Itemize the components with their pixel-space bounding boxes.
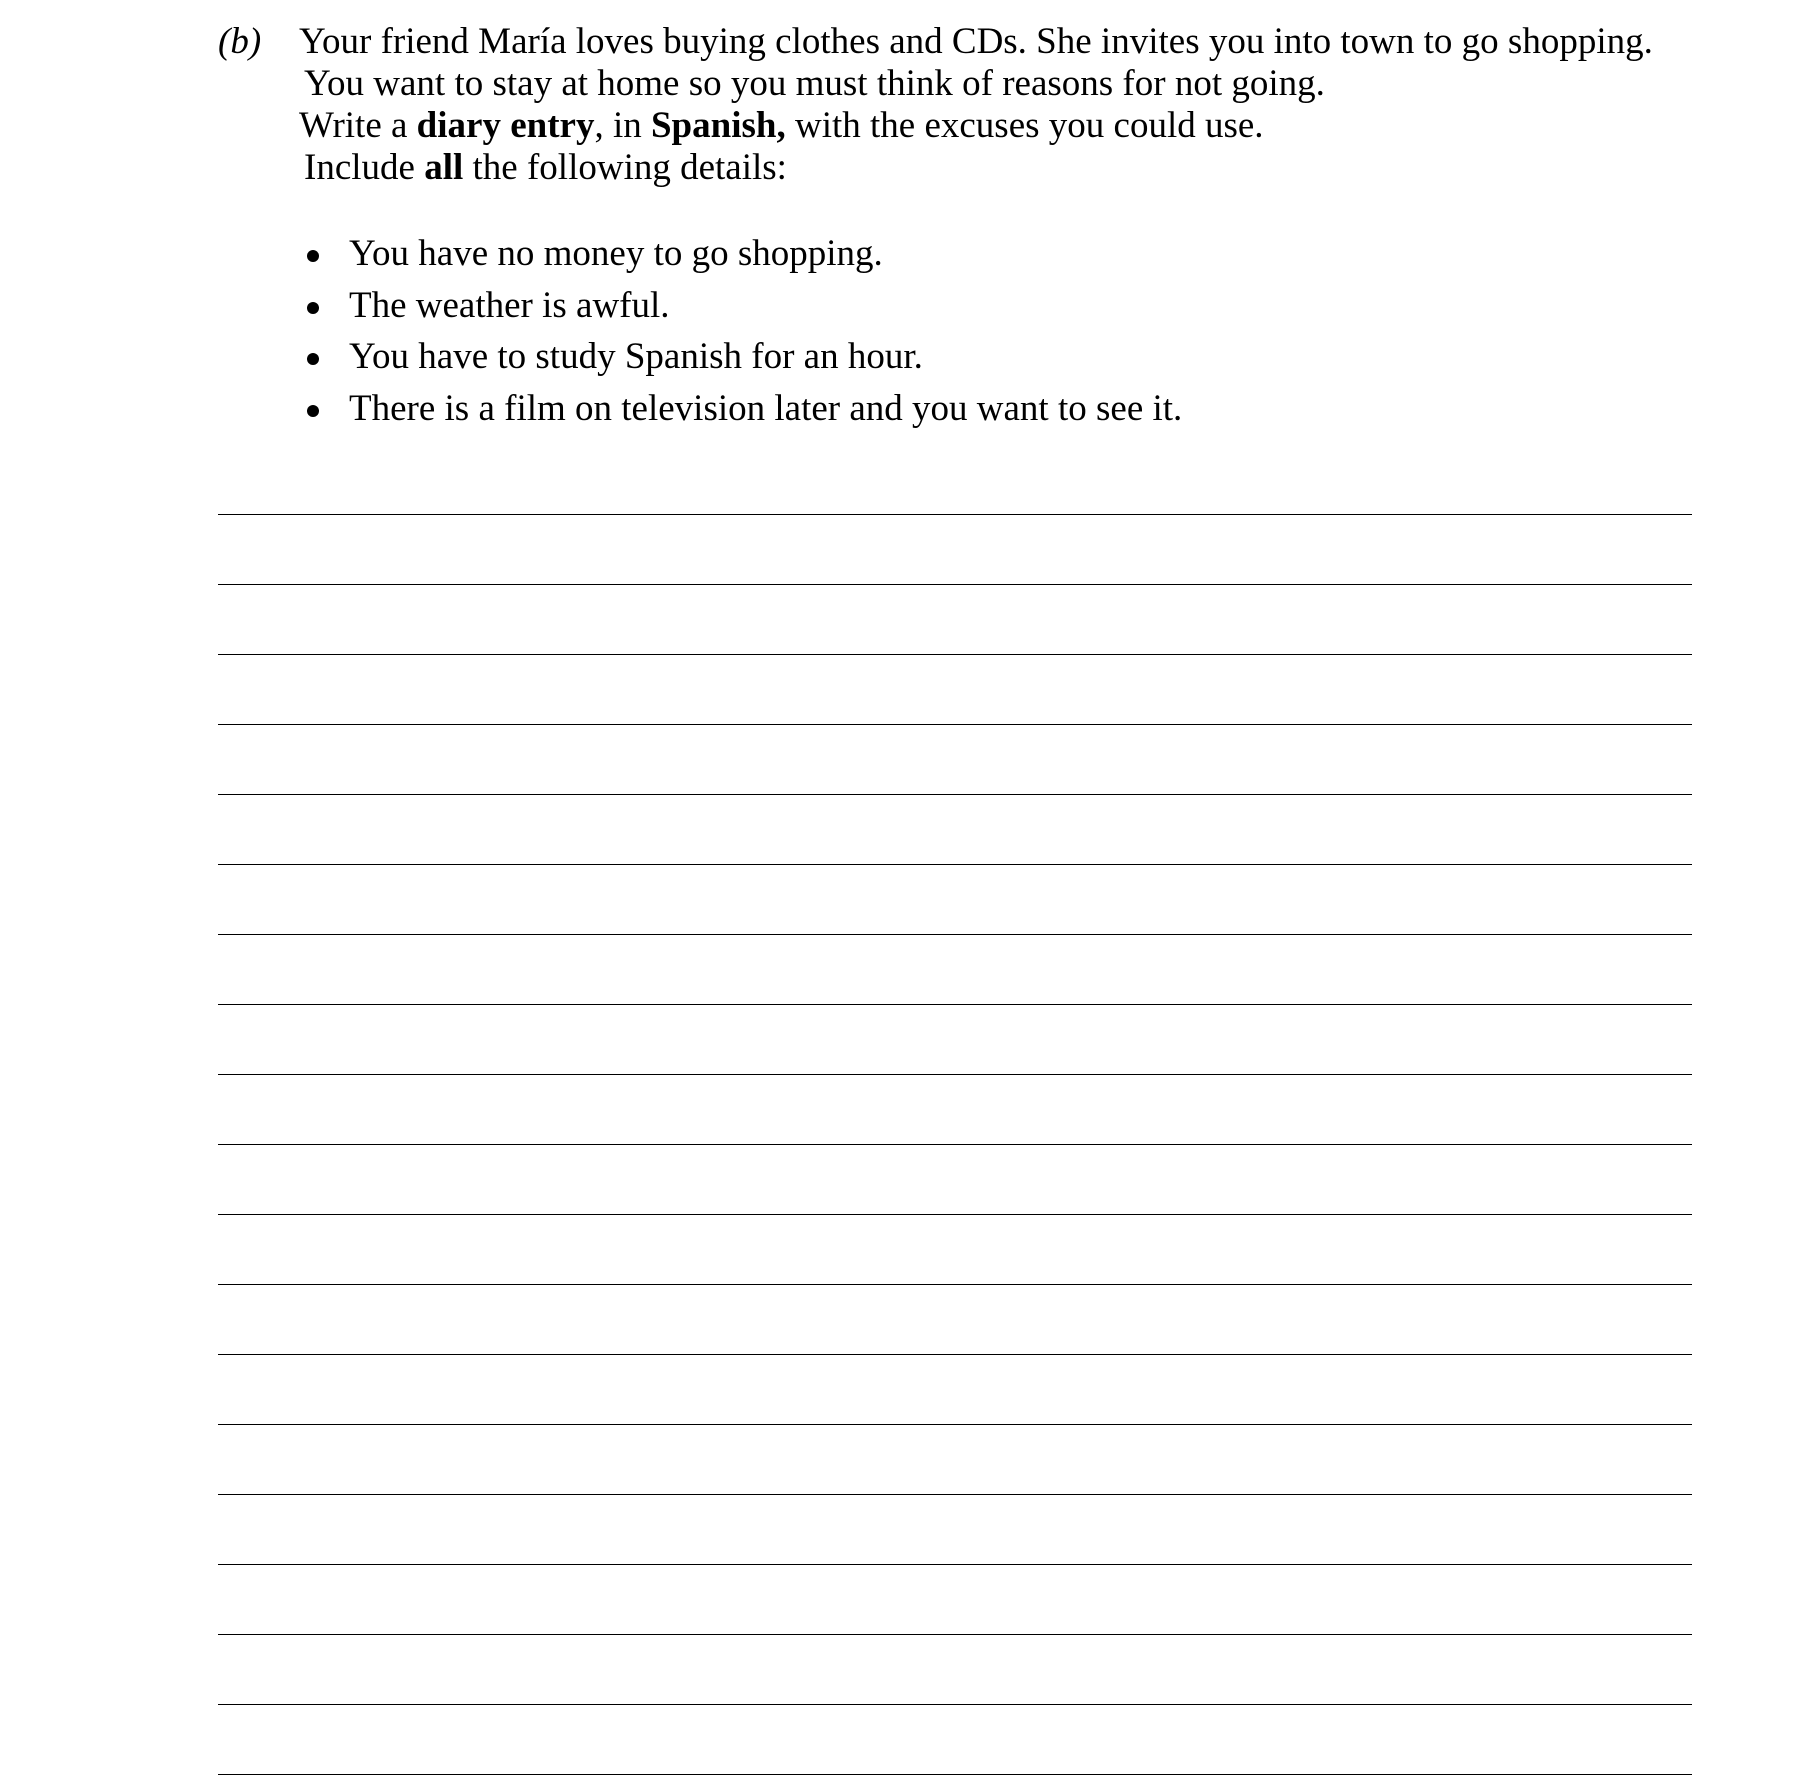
question-line-1: Your friend María loves buying clothes and CDs. She invites you into town to go shopping. [299,21,1653,62]
instruction-text: , in [594,105,651,146]
answer-line[interactable] [218,934,1692,935]
answer-line[interactable] [218,1774,1692,1775]
instruction-text: Include [304,147,425,188]
answer-line[interactable] [218,1214,1692,1215]
answer-line[interactable] [218,584,1692,585]
answer-line[interactable] [218,1494,1692,1495]
list-item-text: The weather is awful. [349,284,670,326]
list-item-text: There is a film on television later and you want to see it. [349,387,1183,429]
answer-line[interactable] [218,1634,1692,1635]
answer-line[interactable] [218,1004,1692,1005]
answer-line[interactable] [218,654,1692,655]
answer-line[interactable] [218,1424,1692,1425]
answer-line[interactable] [218,724,1692,725]
list-item-text: You have no money to go shopping. [349,233,883,274]
instruction-bold-spanish: Spanish, [650,105,786,146]
answer-line[interactable] [218,794,1692,795]
answer-line[interactable] [218,1144,1692,1145]
answer-line[interactable] [218,514,1692,515]
instruction-text: with the excuses you could use. [785,105,1264,146]
list-item-text: You have to study Spanish for an hour. [349,336,923,377]
answer-line[interactable] [218,864,1692,865]
answer-writing-area[interactable] [218,0,1692,1781]
question-line-2: You want to stay at home so you must think of reasons for not going. [304,63,1325,104]
answer-line[interactable] [218,1564,1692,1565]
answer-line[interactable] [218,1704,1692,1705]
instruction-bold-diary-entry: diary entry [416,105,595,146]
instruction-bold-all: all [424,147,464,188]
answer-line[interactable] [218,1284,1692,1285]
answer-line[interactable] [218,1074,1692,1075]
question-label: (b) [218,21,262,62]
instruction-text: the following details: [463,147,787,188]
answer-line[interactable] [218,1354,1692,1355]
instruction-text: Write a [299,105,417,146]
